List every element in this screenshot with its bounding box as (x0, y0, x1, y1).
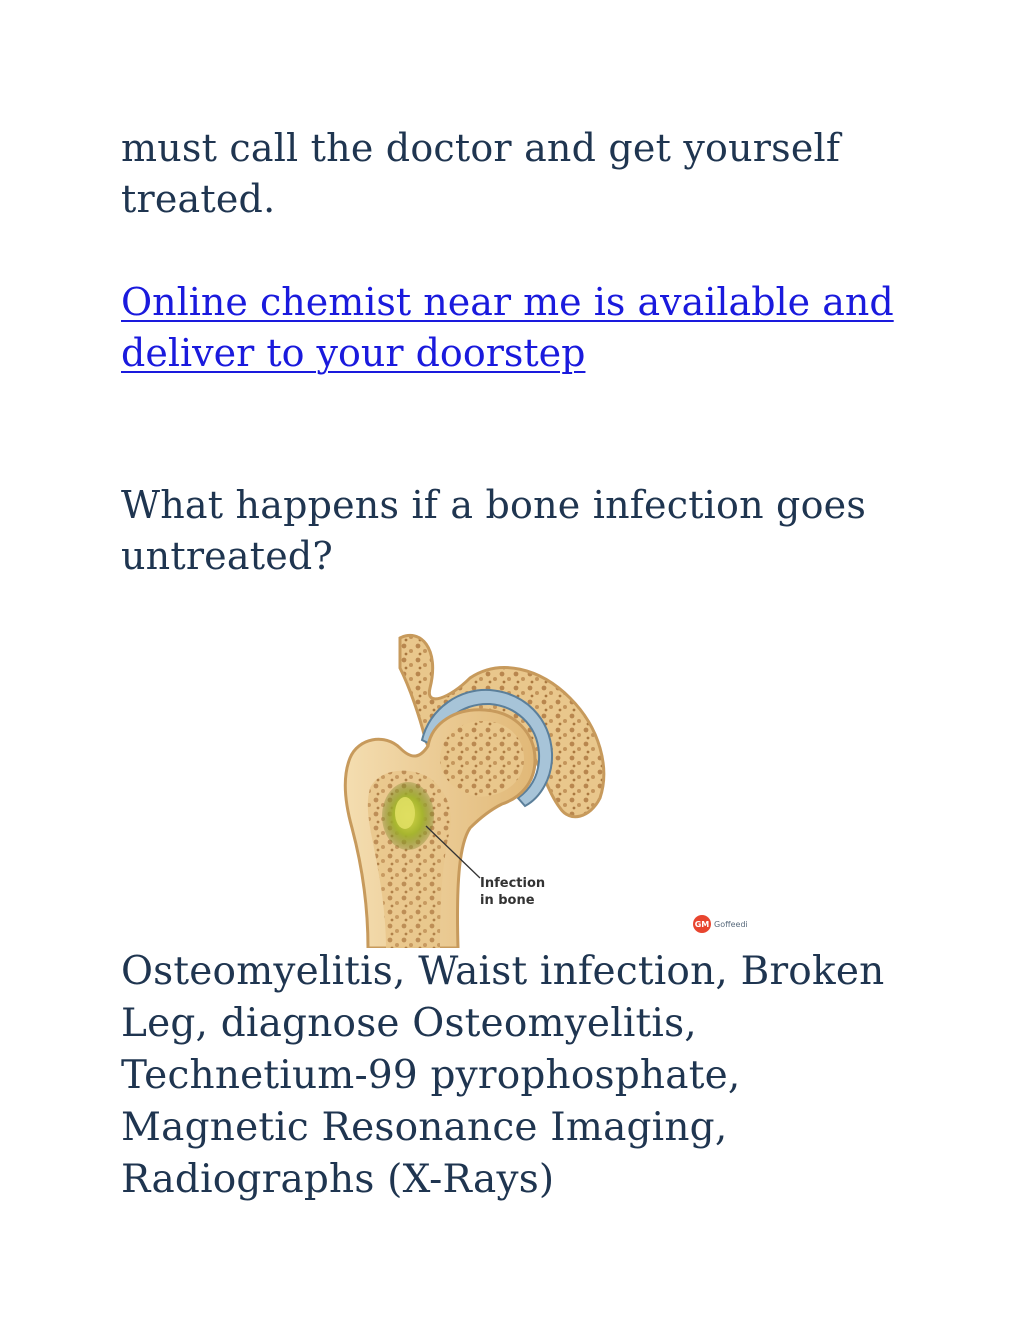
online-chemist-link[interactable]: Online chemist near me is available and deliver to your doorstep (121, 280, 894, 375)
watermark-badge-text: GM (694, 920, 710, 929)
infection-label-line-2: in bone (480, 893, 535, 908)
watermark-text: Goffeedi (714, 920, 748, 929)
bone-infection-illustration (330, 628, 790, 948)
intro-paragraph: must call the doctor and get yourself treated. (121, 126, 841, 221)
hip-bone-drawing (330, 628, 790, 948)
keywords-paragraph: Osteomyelitis, Waist infection, Broken Leg, diagnose Osteomyelitis, Technetium-99 pyrophosphate, Magnetic Resonance Imaging, Radiographs (X-Rays) (121, 949, 885, 1202)
infection-label-line-1: Infection (480, 876, 546, 891)
section-question: What happens if a bone infection goes untreated? (121, 483, 867, 578)
